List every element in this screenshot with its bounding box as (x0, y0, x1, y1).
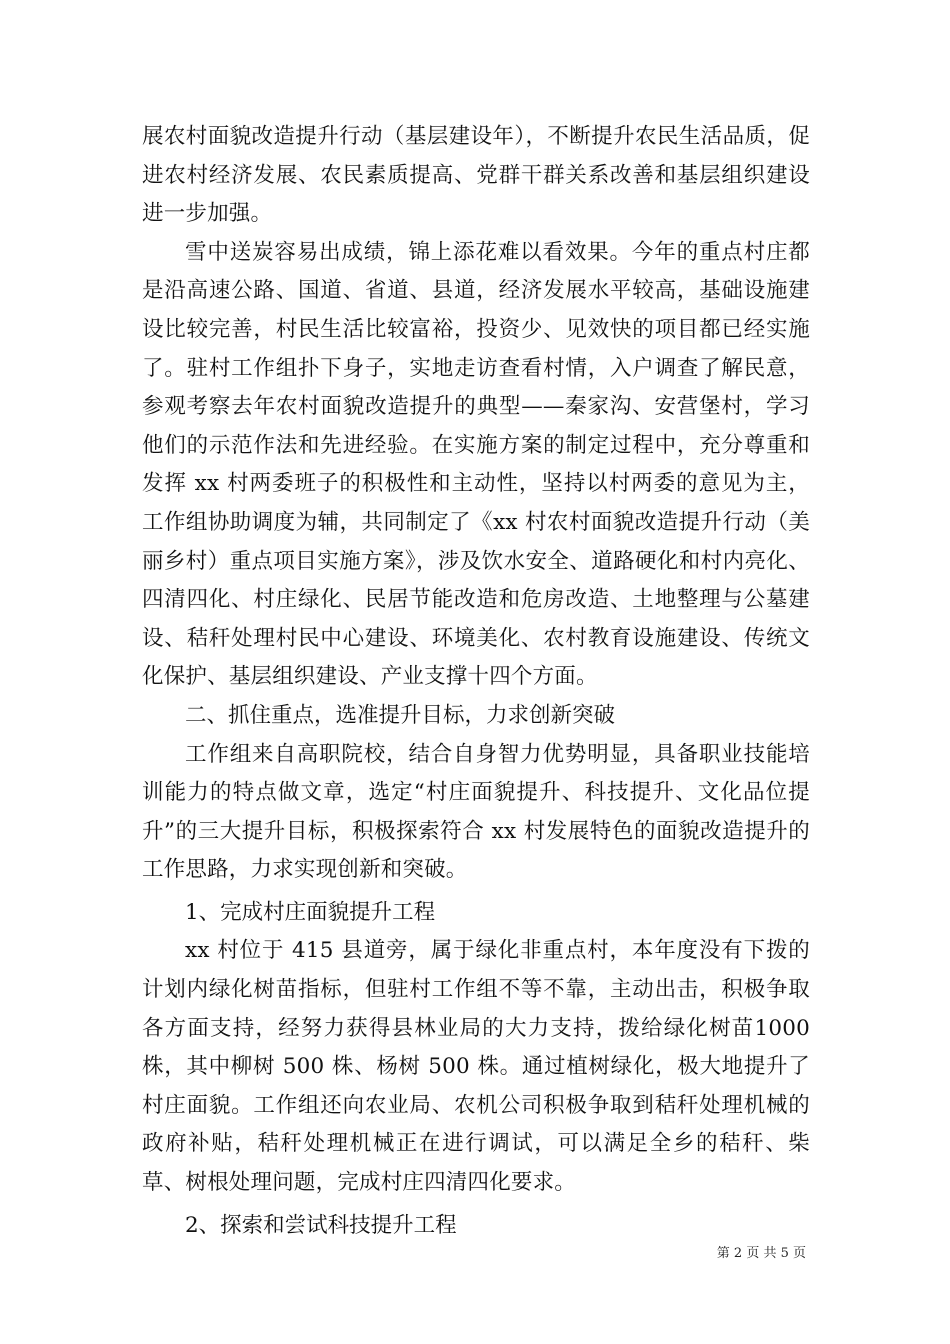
page-number-footer: 第 2 页 共 5 页 (716, 1246, 806, 1261)
section-heading-2: 二、抓住重点，选准提升目标，力求创新突破 (185, 702, 616, 728)
subheading-tech-upgrade: 2、探索和尝试科技提升工程 (185, 1212, 457, 1238)
paragraph-continued: 展农村面貌改造提升行动（基层建设年），不断提升农民生活品质，促进农村经济发展、农民素质提高、党群干群关系改善和基层组织建设进一步加强。 (142, 124, 810, 227)
subheading-village-appearance: 1、完成村庄面貌提升工程 (185, 899, 436, 925)
document-body (142, 118, 810, 1245)
paragraph-work-team: 工作组来自高职院校，结合自身智力优势明显，具备职业技能培训能力的特点做文章，选定“村庄面貌提升、科技提升、文化品位提升”的三大提升目标，积极探索符合 xx 村发展特色的面貌改造提升的工作思路，力求实现创新和突破。 (142, 741, 810, 883)
paragraph-key-villages: 雪中送炭容易出成绩，锦上添花难以看效果。今年的重点村庄都是沿高速公路、国道、省道、县道，经济发展水平较高，基础设施建设比较完善，村民生活比较富裕，投资少、见效快的项目都已经实施了。驻村工作组扑下身子，实地走访查看村情，入户调查了解民意，参观考察去年农村面貌改造提升的典型——秦家沟、安营堡村，学习他们的示范作法和先进经验。在实施方案的制定过程中，充分尊重和发挥 xx 村两委班子的积极性和主动性，坚持以村两委的意见为主，工作组协助调度为辅，共同制定了《xx 村农村面貌改造提升行动（美丽乡村）重点项目实施方案》，涉及饮水安全、道路硬化和村内亮化、四清四化、村庄绿化、民居节能改造和危房改造、土地整理与公墓建设、秸秆处理村民中心建设、环境美化、农村教育设施建设、传统文化保护、基层组织建设、产业支撑十四个方面。 (142, 239, 810, 690)
paragraph-village-greening: xx 村位于 415 县道旁，属于绿化非重点村，本年度没有下拨的计划内绿化树苗指标，但驻村工作组不等不靠，主动出击，积极争取各方面支持，经努力获得县林业局的大力支持，拨给绿化树苗1000 株，其中柳树 500 株、杨树 500 株。通过植树绿化，极大地提升了村庄面貌。工作组还向农业局、农机公司积极争取到秸秆处理机械的政府补贴，秸秆处理机械正在进行调试，可以满足全乡的秸秆、柴草、树根处理问题，完成村庄四清四化要求。 (142, 938, 810, 1196)
